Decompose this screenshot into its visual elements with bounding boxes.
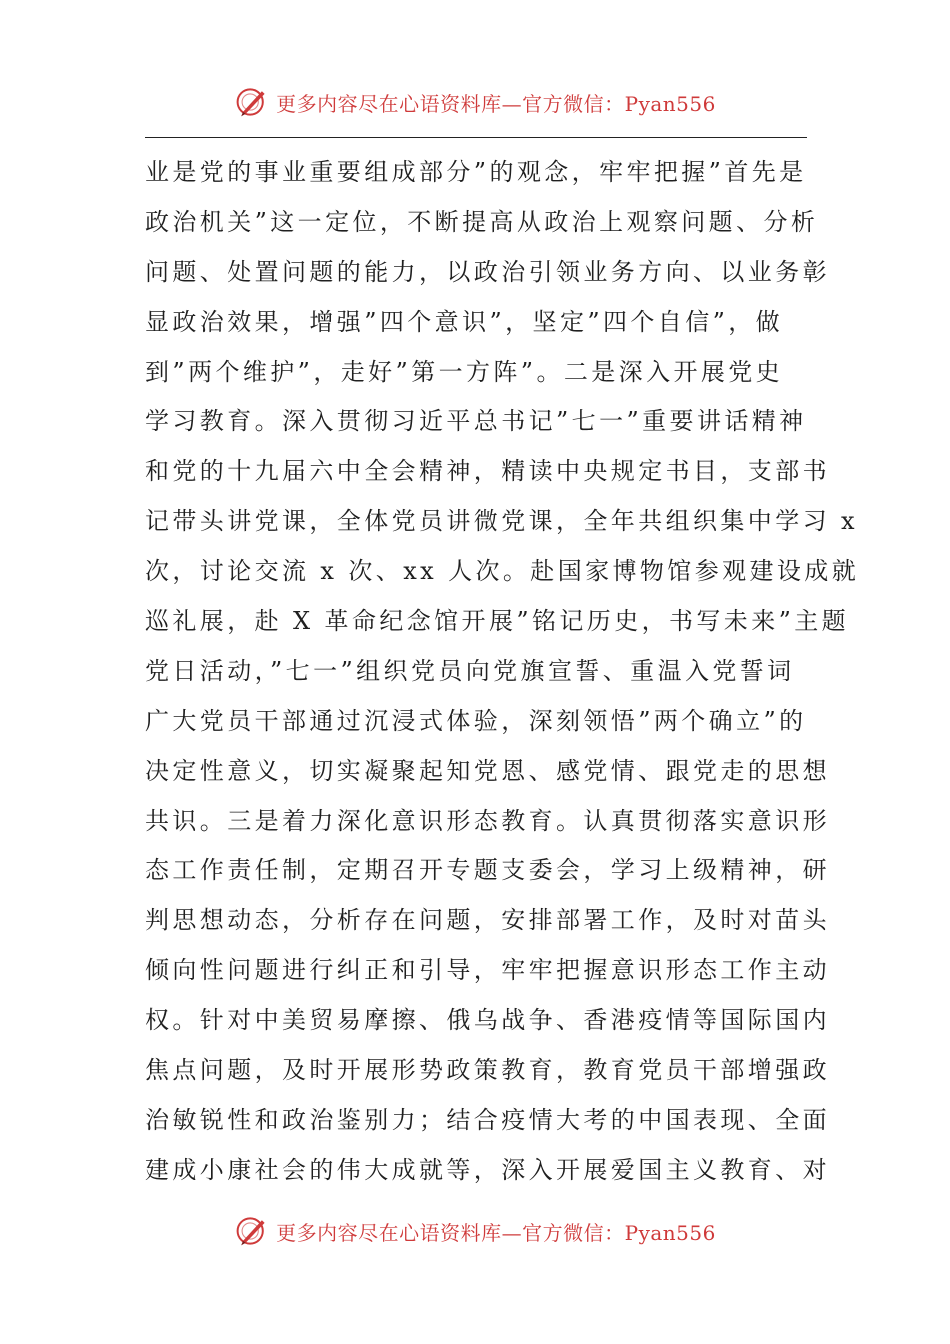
text-line: 显政治效果，增强”四个意识”，坚定”四个自信”，做 (145, 307, 784, 336)
text-line: 和党的十九届六中全会精神，精读中央规定书目，支部书 (145, 457, 830, 486)
text-line: 学习教育。深入贯彻习近平总书记”七一”重要讲话精神 (145, 407, 807, 436)
header-banner (0, 82, 950, 122)
pen-logo-icon (234, 1213, 270, 1249)
text-line: 决定性意义，切实凝聚起知党恩、感党情、跟党走的思想 (145, 756, 830, 785)
text-line: 记带头讲党课，全体党员讲微党课，全年共组织集中学习 x (145, 507, 858, 536)
text-line: 广大党员干部通过沉浸式体验，深刻领悟”两个确立”的 (145, 706, 807, 735)
text-line: 次，讨论交流 x 次、xx 人次。赴国家博物馆参观建设成就 (145, 557, 860, 586)
pen-logo-icon (234, 84, 270, 120)
header-banner-text: 更多内容尽在心语资料库—官方微信：Pyan556 (276, 91, 716, 116)
text-line: 政治机关”这一定位，不断提高从政治上观察问题、分析 (145, 207, 819, 236)
text-line: 焦点问题，及时开展形势政策教育，教育党员干部增强政 (145, 1056, 830, 1085)
footer-banner-text: 更多内容尽在心语资料库—官方微信：Pyan556 (276, 1220, 716, 1245)
text-line: 建成小康社会的伟大成就等，深入开展爱国主义教育、对 (145, 1155, 830, 1184)
text-line: 权。针对中美贸易摩擦、俄乌战争、香港疫情等国际国内 (145, 1006, 830, 1035)
text-line: 业是党的事业重要组成部分”的观念，牢牢把握”首先是 (145, 158, 807, 186)
document-body (145, 148, 860, 1196)
text-line: 共识。三是着力深化意识形态教育。认真贯彻落实意识形 (145, 806, 830, 835)
text-line: 治敏锐性和政治鉴别力；结合疫情大考的中国表现、全面 (145, 1105, 830, 1134)
text-line: 倾向性问题进行纠正和引导，牢牢把握意识形态工作主动 (145, 956, 830, 985)
footer-banner (0, 1211, 950, 1251)
text-line: 判思想动态，分析存在问题，安排部署工作，及时对苗头 (145, 906, 830, 935)
text-line: 问题、处置问题的能力，以政治引领业务方向、以业务彰 (145, 257, 830, 286)
text-line: 态工作责任制，定期召开专题支委会，学习上级精神，研 (145, 856, 830, 885)
text-line: 巡礼展，赴 X 革命纪念馆开展”铭记历史，书写未来”主题 (145, 607, 850, 636)
text-line: 到”两个维护”，走好”第一方阵”。二是深入开展党史 (145, 357, 784, 386)
header-divider (145, 137, 807, 138)
text-line: 党日活动，”七一”组织党员向党旗宣誓、重温入党誓词 (145, 656, 795, 685)
